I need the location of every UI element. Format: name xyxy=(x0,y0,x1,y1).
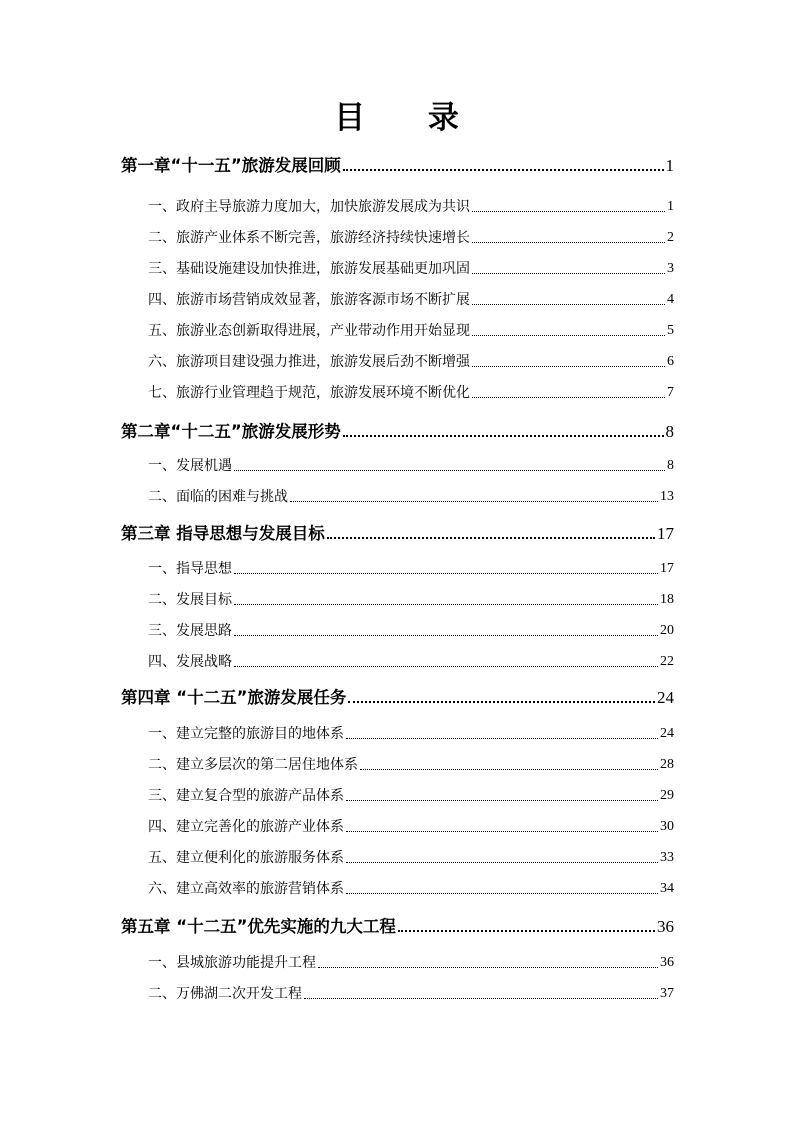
toc-page-number: 17 xyxy=(660,561,674,576)
dot-leader xyxy=(343,435,664,437)
toc-entry-label: 第四章 “十二五”旅游发展任务 xyxy=(121,688,347,707)
toc-entry-label: 三、基础设施建设加快推进，旅游发展基础更加巩固 xyxy=(148,261,470,277)
toc-section-entry[interactable] xyxy=(148,590,674,610)
toc-page-number: 36 xyxy=(660,955,674,970)
toc-page-number: 6 xyxy=(667,354,674,369)
toc-entry-label: 四、建立完善化的旅游产业体系 xyxy=(148,819,344,835)
dot-leader xyxy=(472,273,665,274)
toc-section-entry[interactable] xyxy=(148,984,674,1004)
dot-leader xyxy=(348,701,655,703)
toc-page-number: 33 xyxy=(660,850,674,865)
toc-page-number: 5 xyxy=(667,323,674,338)
toc-entry-label: 第五章 “十二五”优先实施的九大工程 xyxy=(121,917,396,936)
toc-page-number: 22 xyxy=(660,654,674,669)
dot-leader xyxy=(234,573,658,574)
toc-entry-label: 二、万佛湖二次开发工程 xyxy=(148,986,302,1002)
toc-section-entry[interactable] xyxy=(148,879,674,899)
toc-page-number: 18 xyxy=(660,592,674,607)
toc-entry-label: 三、建立复合型的旅游产品体系 xyxy=(148,788,344,804)
toc-page-number: 8 xyxy=(667,458,674,473)
toc-entry-label: 二、旅游产业体系不断完善，旅游经济持续快速增长 xyxy=(148,230,470,246)
dot-leader xyxy=(472,304,665,305)
dot-leader xyxy=(346,862,658,863)
toc-page-number: 34 xyxy=(660,881,674,896)
toc-section-entry[interactable] xyxy=(148,755,674,775)
toc-section-entry[interactable] xyxy=(148,290,674,310)
toc-entry-label: 第二章“十二五”旅游发展形势 xyxy=(121,422,341,441)
dot-leader xyxy=(472,242,665,243)
toc-entry-label: 一、县城旅游功能提升工程 xyxy=(148,955,316,971)
dot-leader xyxy=(290,501,658,502)
toc-page-number: 1 xyxy=(665,156,674,175)
toc-page-number: 7 xyxy=(667,385,674,400)
dot-leader xyxy=(304,998,658,999)
toc-page-number: 24 xyxy=(657,688,674,707)
toc-section-entry[interactable] xyxy=(148,321,674,341)
toc-entry-label: 三、发展思路 xyxy=(148,623,232,639)
toc-page-number: 1 xyxy=(667,199,674,214)
toc-title: 目 录 xyxy=(334,100,485,136)
toc-section-entry[interactable] xyxy=(148,953,674,973)
dot-leader xyxy=(318,967,658,968)
dot-leader xyxy=(346,800,658,801)
toc-section-entry[interactable] xyxy=(148,352,674,372)
toc-page-number: 29 xyxy=(660,788,674,803)
toc-chapter-entry[interactable] xyxy=(121,687,674,709)
toc-section-entry[interactable] xyxy=(148,383,674,403)
dot-leader xyxy=(472,335,665,336)
toc-section-entry[interactable] xyxy=(148,786,674,806)
dot-leader xyxy=(472,366,665,367)
toc-section-entry[interactable] xyxy=(148,487,674,507)
toc-section-entry[interactable] xyxy=(148,259,674,279)
toc-page-number: 30 xyxy=(660,819,674,834)
dot-leader xyxy=(472,211,665,212)
dot-leader xyxy=(346,893,658,894)
toc-chapter-entry[interactable] xyxy=(121,523,674,545)
toc-chapter-entry[interactable] xyxy=(121,421,674,443)
dot-leader xyxy=(346,831,658,832)
toc-page-number: 28 xyxy=(660,757,674,772)
dot-leader xyxy=(234,604,658,605)
toc-entry-label: 四、旅游市场营销成效显著，旅游客源市场不断扩展 xyxy=(148,292,470,308)
toc-entry-label: 一、政府主导旅游力度加大，加快旅游发展成为共识 xyxy=(148,199,470,215)
toc-page-number: 37 xyxy=(660,986,674,1001)
toc-chapter-entry[interactable] xyxy=(121,155,674,177)
dot-leader xyxy=(234,470,665,471)
toc-page-number: 13 xyxy=(660,489,674,504)
dot-leader xyxy=(327,537,655,539)
toc-section-entry[interactable] xyxy=(148,848,674,868)
toc-section-entry[interactable] xyxy=(148,559,674,579)
toc-page-number: 3 xyxy=(667,261,674,276)
toc-section-entry[interactable] xyxy=(148,456,674,476)
toc-entry-label: 一、建立完整的旅游目的地体系 xyxy=(148,726,344,742)
toc-page-number: 4 xyxy=(667,292,674,307)
dot-leader xyxy=(472,397,665,398)
toc-section-entry[interactable] xyxy=(148,817,674,837)
toc-entry-label: 四、发展战略 xyxy=(148,654,232,670)
dot-leader xyxy=(346,738,658,739)
toc-page-number: 36 xyxy=(657,917,674,936)
toc-page-number: 8 xyxy=(665,422,674,441)
toc-chapter-entry[interactable] xyxy=(121,916,674,938)
toc-page-number: 20 xyxy=(660,623,674,638)
toc-section-entry[interactable] xyxy=(148,724,674,744)
toc-page-number: 2 xyxy=(667,230,674,245)
toc-entry-label: 二、发展目标 xyxy=(148,592,232,608)
toc-entry-label: 七、旅游行业管理趋于规范，旅游发展环境不断优化 xyxy=(148,385,470,401)
toc-entry-label: 六、旅游项目建设强力推进，旅游发展后劲不断增强 xyxy=(148,354,470,370)
dot-leader xyxy=(234,635,658,636)
toc-entry-label: 二、建立多层次的第二居住地体系 xyxy=(148,757,358,773)
toc-section-entry[interactable] xyxy=(148,228,674,248)
toc-entry-label: 一、指导思想 xyxy=(148,561,232,577)
toc-entry-label: 二、面临的困难与挑战 xyxy=(148,489,288,505)
toc-page-number: 24 xyxy=(660,726,674,741)
dot-leader xyxy=(398,930,655,932)
toc-section-entry[interactable] xyxy=(148,197,674,217)
toc-entry-label: 第三章 指导思想与发展目标 xyxy=(121,524,325,543)
dot-leader xyxy=(360,769,658,770)
dot-leader xyxy=(343,169,664,171)
toc-page-number: 17 xyxy=(657,524,674,543)
toc-entry-label: 一、发展机遇 xyxy=(148,458,232,474)
toc-entry-label: 六、建立高效率的旅游营销体系 xyxy=(148,881,344,897)
toc-entry-label: 五、建立便利化的旅游服务体系 xyxy=(148,850,344,866)
toc-section-entry[interactable] xyxy=(148,621,674,641)
toc-entry-label: 第一章“十一五”旅游发展回顾 xyxy=(121,156,341,175)
dot-leader xyxy=(234,666,658,667)
toc-entry-label: 五、旅游业态创新取得进展，产业带动作用开始显现 xyxy=(148,323,470,339)
toc-section-entry[interactable] xyxy=(148,652,674,672)
